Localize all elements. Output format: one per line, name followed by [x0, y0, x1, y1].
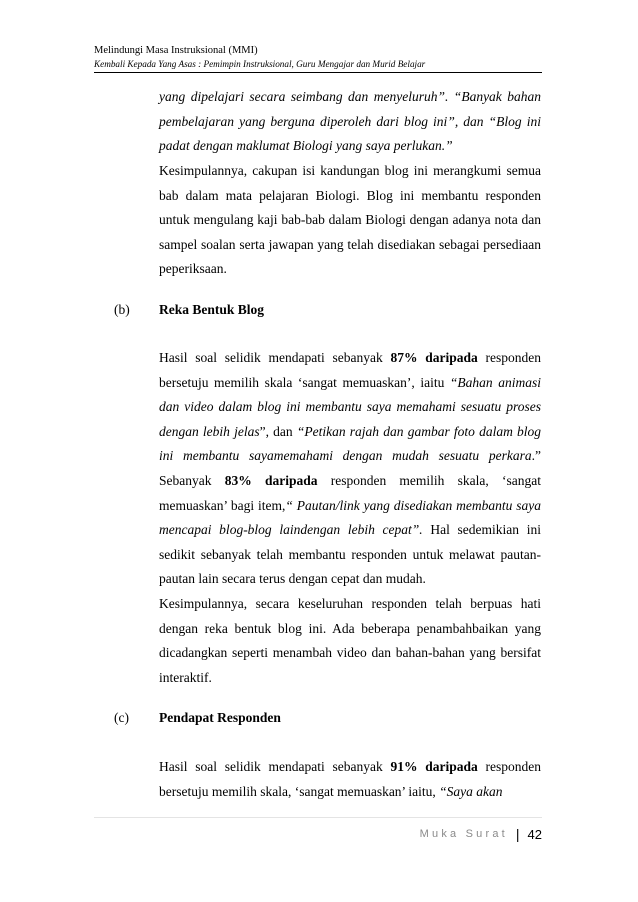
text-run: responden bersetuju memilih skala ‘sangat memuaskan’, iaitu — [159, 350, 542, 390]
text-run: Hasil soal selidik mendapati sebanyak — [159, 350, 391, 365]
text-run: responden bersetuju memilih skala, ‘sangat memuaskan’ iaitu, — [159, 759, 542, 799]
paragraph-conclusion-content: Kesimpulannya, cakupan isi kandungan blog ini merangkumi semua bab dalam mata pelajaran Biologi. Blog ini membantu responden untuk mengulang kaji bab-bab dalam Biologi dengan adanya nota dan sampel soalan serta jawapan yang telah disediakan sebagai persediaan peperiksaan. — [159, 163, 541, 277]
bold-stat-91: 91% daripada — [390, 759, 478, 774]
bold-stat-87: 87% daripada — [390, 350, 478, 365]
header-divider — [94, 72, 542, 73]
bold-stat-83: 83% daripada — [224, 472, 318, 488]
section-b-title: Reka Bentuk Blog — [159, 302, 265, 317]
page-footer — [420, 826, 542, 842]
section-c-label: (c) — [114, 710, 129, 725]
quote-text: yang dipelajari secara seimbang dan menyeluruh”. “Banyak bahan pembelajaran yang berguna diperoleh dari blog ini”, dan “Blog ini padat dengan maklumat Biologi yang saya perlukan.” — [159, 89, 541, 154]
text-run: ”, dan — [259, 423, 297, 439]
quote-animation: “Bahan animasi dan video dalam blog ini membantu saya memahami sesuatu proses dengan lebih jelas — [159, 374, 541, 439]
quote-links: “ Pautan/link yang disediakan membantu saya mencapai blog-blog laindengan lebih cepat”. — [159, 497, 541, 538]
paragraph-opinion-results — [159, 755, 541, 804]
header-title: Melindungi Masa Instruksional (MMI) — [94, 45, 258, 56]
paragraph-design-conclusion: Kesimpulannya, secara keseluruhan responden telah berpuas hati dengan reka bentuk blog ini. Ada beberapa penambahbaikan yang dicadangkan seperti menambah video dan bahan-bahan yang bersifat interaktif. — [159, 596, 541, 685]
page-label: Muka Surat — [419, 828, 508, 840]
section-c-title: Pendapat Responden — [159, 710, 281, 725]
text-run: responden memilih skala, ‘sangat memuaskan’ bagi item, — [159, 472, 541, 513]
header-subtitle: Kembali Kepada Yang Asas : Pemimpin Instruksional, Guru Mengajar dan Murid Belajar — [94, 59, 426, 69]
text-run: .” Sebanyak — [159, 448, 541, 488]
quote-diagrams: “Petikan rajah dan gambar foto dalam blog ini membantu sayamemahami dengan mudah sesuatu perkara — [159, 423, 542, 464]
paragraph-quote-continuation — [159, 85, 541, 159]
page-number: 42 — [527, 826, 542, 842]
text-run: Hal sedemikian ini sedikit sebanyak telah membantu responden untuk melawat pautan-pautan lain secara terus dengan cepat dan mudah. — [159, 522, 541, 587]
text-run: Hasil soal selidik mendapati sebanyak — [159, 759, 391, 774]
section-b-label: (b) — [114, 302, 130, 317]
footer-divider — [94, 817, 542, 818]
footer-separator: | — [515, 826, 520, 842]
page-header — [94, 44, 542, 70]
paragraph-design-results — [159, 346, 541, 592]
quote-opinion: “Saya akan — [439, 783, 503, 799]
